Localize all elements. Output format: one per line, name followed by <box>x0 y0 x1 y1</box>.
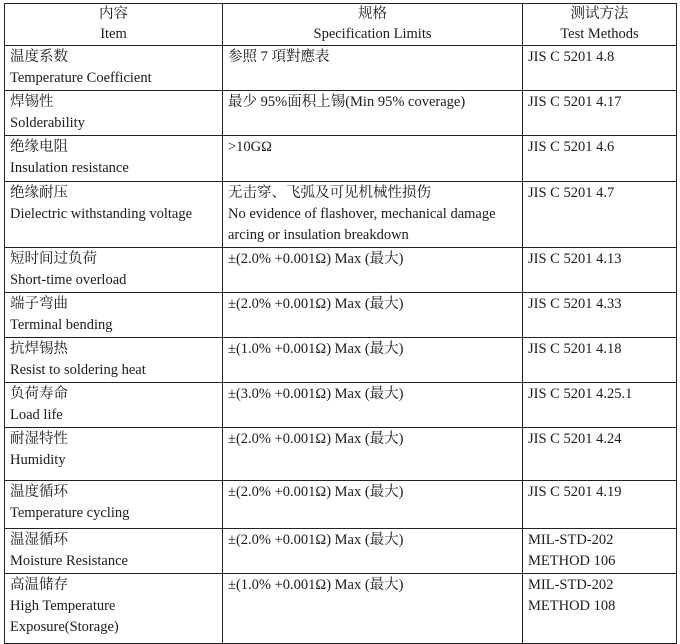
spec-cell <box>223 91 523 136</box>
spec-cell <box>223 338 523 383</box>
method-cell <box>523 529 677 574</box>
method-cell <box>523 481 677 529</box>
test-method-text: JIS C 5201 4.33 <box>528 296 622 312</box>
header-spec <box>223 4 523 46</box>
table-row <box>5 574 677 644</box>
test-method-text: JIS C 5201 4.7 <box>528 185 615 201</box>
item-name-en: Short-time overload <box>10 272 127 288</box>
spec-cell <box>223 136 523 182</box>
test-method-text: JIS C 5201 4.25.1 <box>528 386 633 402</box>
method-cell <box>523 248 677 293</box>
item-cell <box>5 248 223 293</box>
spec-limit-text: 最少 95%面积上锡(Min 95% coverage) <box>228 94 466 110</box>
item-name-zh: 温湿循环 <box>10 532 68 548</box>
item-cell <box>5 529 223 574</box>
item-name-en: Dielectric withstanding voltage <box>10 206 193 222</box>
item-name-en: Temperature cycling <box>10 505 130 521</box>
test-method-text: JIS C 5201 4.13 <box>528 251 622 267</box>
spec-limit-text: >10GΩ <box>228 139 272 155</box>
spec-cell <box>223 481 523 529</box>
item-name-zh: 温度系数 <box>10 49 68 65</box>
test-method-text: JIS C 5201 4.24 <box>528 431 622 447</box>
item-name-en: Insulation resistance <box>10 160 129 176</box>
item-name-zh: 负荷寿命 <box>10 386 68 402</box>
header-item-en: Item <box>100 26 127 42</box>
header-method-zh: 测试方法 <box>570 6 629 22</box>
method-cell <box>523 46 677 91</box>
specification-table <box>4 3 677 644</box>
spec-limit-text: ±(2.0% +0.001Ω) Max (最大) <box>228 532 404 548</box>
method-cell <box>523 182 677 248</box>
item-name-zh: 耐湿特性 <box>10 431 68 447</box>
spec-limit-text: ±(1.0% +0.001Ω) Max (最大) <box>228 577 404 593</box>
spec-limit-text: ±(2.0% +0.001Ω) Max (最大) <box>228 296 404 312</box>
item-name-en: Humidity <box>10 452 66 468</box>
item-name-en: Solderability <box>10 115 85 131</box>
header-spec-en: Specification Limits <box>313 26 432 42</box>
item-name-zh: 绝缘耐压 <box>10 185 68 201</box>
test-method-text: MIL-STD-202 <box>528 577 614 593</box>
method-cell <box>523 428 677 481</box>
spec-limit-text: ±(2.0% +0.001Ω) Max (最大) <box>228 484 404 500</box>
item-name-en: Temperature Coefficient <box>10 70 152 86</box>
test-method-text: MIL-STD-202 <box>528 532 614 548</box>
table-body <box>5 46 677 644</box>
spec-cell <box>223 428 523 481</box>
table-row <box>5 182 677 248</box>
item-cell <box>5 428 223 481</box>
spec-limit-text: ±(1.0% +0.001Ω) Max (最大) <box>228 341 404 357</box>
item-name-zh: 温度循环 <box>10 484 68 500</box>
test-method-text: METHOD 108 <box>528 598 616 614</box>
item-name-zh: 焊锡性 <box>10 94 54 110</box>
spec-cell <box>223 293 523 338</box>
test-method-text: JIS C 5201 4.8 <box>528 49 615 65</box>
spec-limit-text: ±(2.0% +0.001Ω) Max (最大) <box>228 251 404 267</box>
test-method-text: JIS C 5201 4.19 <box>528 484 622 500</box>
spec-limit-text: ±(2.0% +0.001Ω) Max (最大) <box>228 431 404 447</box>
method-cell <box>523 338 677 383</box>
item-name-zh: 高温储存 <box>10 577 68 593</box>
item-cell <box>5 293 223 338</box>
item-cell <box>5 136 223 182</box>
item-cell <box>5 574 223 644</box>
method-cell <box>523 136 677 182</box>
item-cell <box>5 91 223 136</box>
test-method-text: JIS C 5201 4.6 <box>528 139 615 155</box>
item-cell <box>5 182 223 248</box>
method-cell <box>523 383 677 428</box>
spec-cell <box>223 383 523 428</box>
table-row <box>5 383 677 428</box>
spec-limit-text: 无击穿、飞弧及可见机械性损伤 <box>228 185 431 201</box>
table-row <box>5 136 677 182</box>
item-name-en: Load life <box>10 407 63 423</box>
spec-cell <box>223 574 523 644</box>
method-cell <box>523 293 677 338</box>
table-row <box>5 529 677 574</box>
test-method-text: JIS C 5201 4.18 <box>528 341 622 357</box>
item-cell <box>5 338 223 383</box>
table-row <box>5 481 677 529</box>
item-cell <box>5 46 223 91</box>
method-cell <box>523 574 677 644</box>
spec-cell <box>223 182 523 248</box>
item-name-en: Exposure(Storage) <box>10 619 119 635</box>
spec-limit-text: 参照 7 項對應表 <box>228 49 330 65</box>
spec-limit-text: ±(3.0% +0.001Ω) Max (最大) <box>228 386 404 402</box>
spec-cell <box>223 529 523 574</box>
table-row <box>5 338 677 383</box>
item-name-zh: 绝缘电阻 <box>10 139 68 155</box>
spec-cell <box>223 46 523 91</box>
table-row <box>5 293 677 338</box>
table-row <box>5 91 677 136</box>
test-method-text: METHOD 106 <box>528 553 616 569</box>
item-name-zh: 短时间过负荷 <box>10 251 97 267</box>
spec-cell <box>223 248 523 293</box>
header-spec-zh: 规格 <box>358 6 387 22</box>
item-name-en: High Temperature <box>10 598 116 614</box>
spec-limit-text: arcing or insulation breakdown <box>228 227 409 243</box>
header-method <box>523 4 677 46</box>
test-method-text: JIS C 5201 4.17 <box>528 94 622 110</box>
item-cell <box>5 481 223 529</box>
item-cell <box>5 383 223 428</box>
item-name-en: Terminal bending <box>10 317 113 333</box>
header-item <box>5 4 223 46</box>
header-row <box>5 4 677 46</box>
item-name-en: Resist to soldering heat <box>10 362 146 378</box>
table-row <box>5 46 677 91</box>
table-row <box>5 428 677 481</box>
method-cell <box>523 91 677 136</box>
table-row <box>5 248 677 293</box>
item-name-zh: 抗焊锡热 <box>10 341 68 357</box>
item-name-zh: 端子弯曲 <box>10 296 68 312</box>
item-name-en: Moisture Resistance <box>10 553 128 569</box>
header-item-zh: 内容 <box>99 6 128 22</box>
spec-limit-text: No evidence of flashover, mechanical damage <box>228 206 496 222</box>
header-method-en: Test Methods <box>560 26 639 42</box>
